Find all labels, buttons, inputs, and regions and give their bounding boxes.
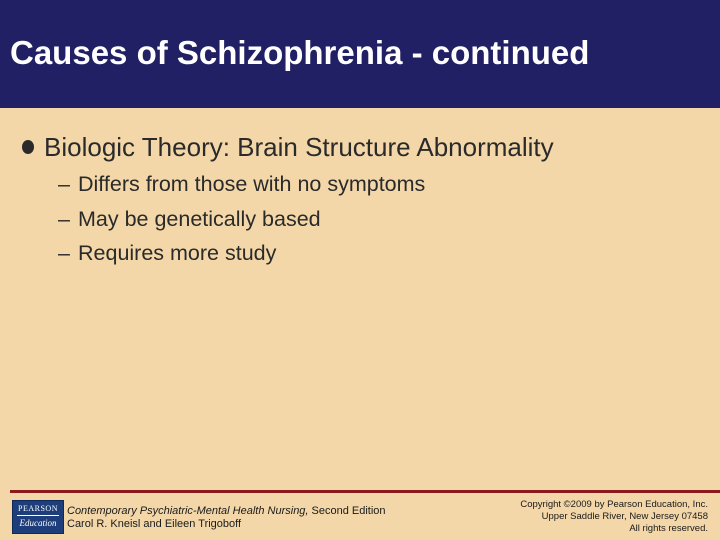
sub-bullet-text: May be genetically based	[78, 206, 321, 231]
dash-bullet: –	[58, 206, 70, 231]
book-authors: Carol R. Kneisl and Eileen Trigoboff	[67, 518, 242, 530]
logo-top-text: PEARSON	[18, 504, 58, 513]
list-item	[58, 205, 425, 240]
bullet-dot-icon	[22, 140, 34, 154]
main-bullet	[22, 132, 554, 163]
list-item	[58, 239, 425, 274]
title-bar	[0, 0, 720, 108]
book-title: Contemporary Psychiatric-Mental Health Nursing,	[67, 505, 309, 517]
book-citation	[67, 505, 386, 531]
footer-divider	[10, 490, 720, 493]
sub-bullet-list	[58, 170, 425, 274]
slide-title: Causes of Schizophrenia - continued	[10, 34, 590, 71]
dash-bullet: –	[58, 172, 70, 196]
copyright-line-3: All rights reserved.	[629, 523, 708, 534]
copyright-line-2: Upper Saddle River, New Jersey 07458	[541, 511, 708, 522]
pearson-logo	[12, 500, 64, 534]
sub-bullet-text: Differs from those with no symptoms	[78, 172, 426, 196]
sub-bullet-text: Requires more study	[78, 241, 277, 265]
copyright-line-1: Copyright ©2009 by Pearson Education, Inc.	[520, 499, 708, 510]
copyright-notice	[520, 499, 708, 535]
dash-bullet: –	[58, 241, 70, 265]
list-item	[58, 170, 425, 205]
logo-bottom-text: Education	[19, 518, 57, 528]
logo-divider	[17, 515, 59, 516]
main-bullet-text: Biologic Theory: Brain Structure Abnormality	[44, 132, 554, 162]
book-edition: Second Edition	[308, 505, 386, 517]
